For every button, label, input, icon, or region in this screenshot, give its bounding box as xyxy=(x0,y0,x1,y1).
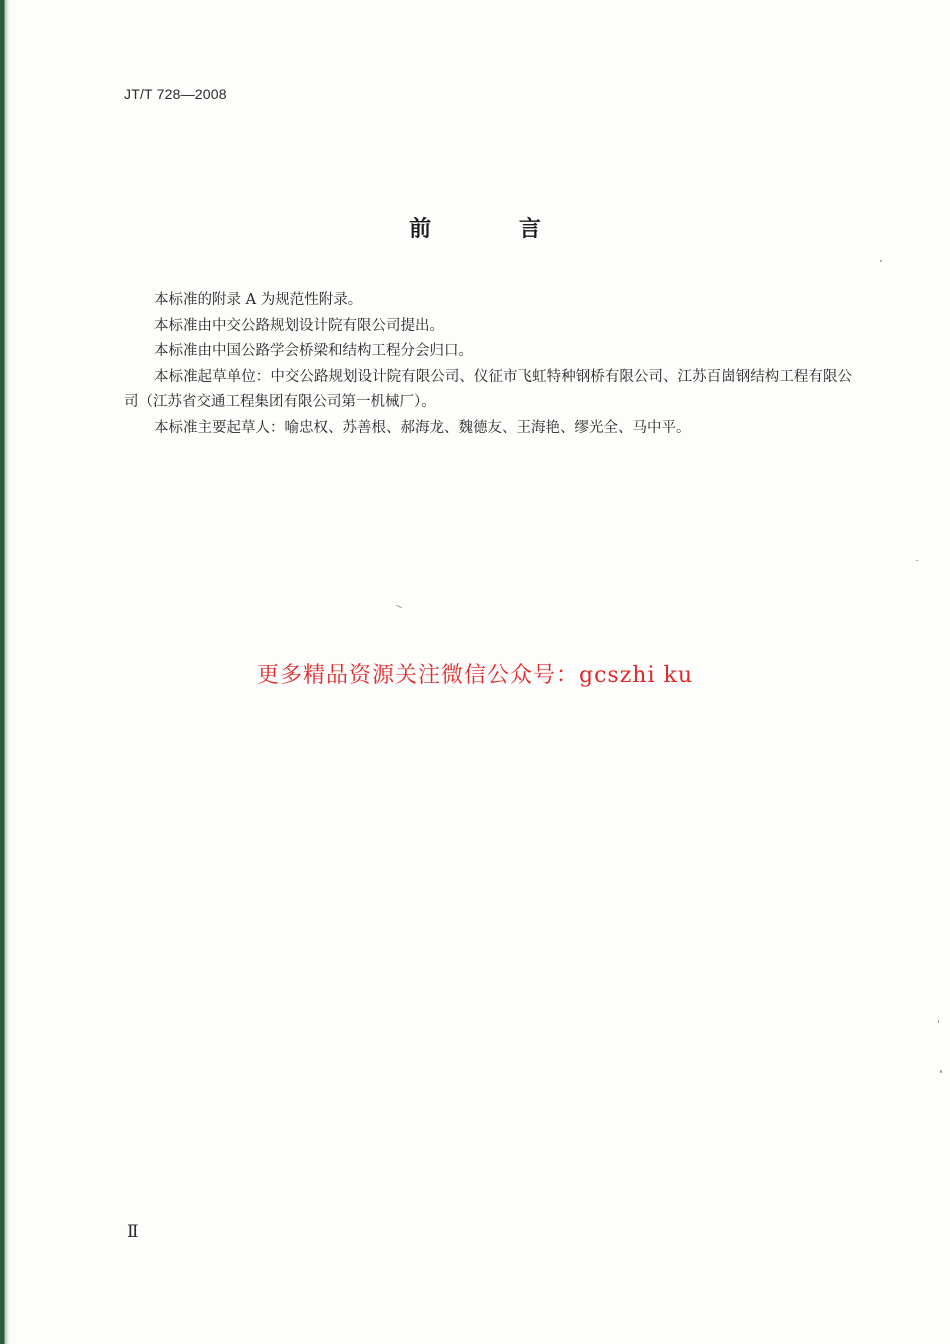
page-number: Ⅱ xyxy=(127,1222,139,1241)
standard-code: JT/T 728—2008 xyxy=(124,86,227,102)
watermark-text: 更多精品资源关注微信公众号：gcszhi ku xyxy=(257,663,693,688)
paragraph-drafters: 本标准主要起草人：喻忠权、苏善根、郝海龙、魏德友、王海艳、缪光全、马中平。 xyxy=(154,419,691,436)
paragraph-appendix: 本标准的附录 A 为规范性附录。 xyxy=(154,292,363,308)
foreword-body xyxy=(124,288,852,441)
paragraph-administrator: 本标准由中国公路学会桥梁和结构工程分会归口。 xyxy=(154,343,473,359)
paragraph-drafting-units: 本标准起草单位：中交公路规划设计院有限公司、仪征市飞虹特种钢桥有限公司、江苏百崮钢结构工程有限公司（江苏省交通工程集团有限公司第一机械厂）。 xyxy=(124,368,852,410)
paragraph-proposer: 本标准由中交公路规划设计院有限公司提出。 xyxy=(154,317,444,334)
page-title: 前 言 xyxy=(409,217,581,242)
